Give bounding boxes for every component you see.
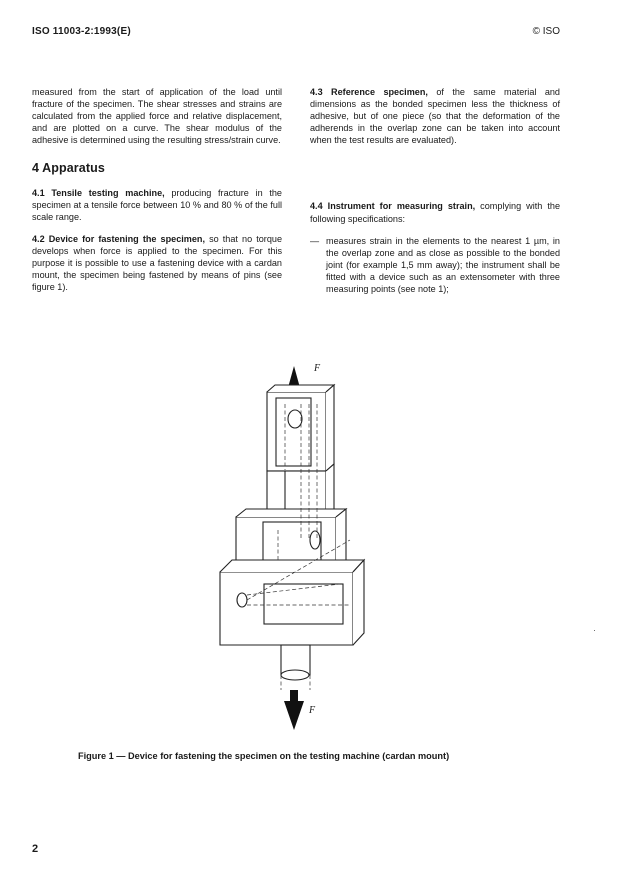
list-item-text: measures strain in the elements to the nearest 1 µm, in the overlap zone and as close as possible to the bonded joint (for example 1,5 mm away); the instrument shall be fitted with a device such as an extensometer with three measuring points (see note 1); xyxy=(326,235,560,295)
intro-paragraph: measured from the start of application of the load until fracture of the specimen. The shear stresses and strains are calculated from the applied force and relative displacement, and are plotted on a curve. The shear modulus of the adhesive is determined using the resulting stress/strain curve. xyxy=(32,87,282,146)
figure-caption: Figure 1 — Device for fastening the specimen on the testing machine (cardan mount) xyxy=(78,751,450,761)
left-column xyxy=(32,86,282,303)
clause-4-2-text: so that no torque develops when force is applied to the specimen. For this purpose it is possible to use a fastening device with a cardan mount, the specimen being fastened by means of pins (see figure 1). xyxy=(32,233,282,293)
cardan-mount-figure xyxy=(200,360,400,740)
arrow-shaft-bottom xyxy=(290,690,298,702)
cardan-frame-window xyxy=(264,584,343,624)
upper-pin xyxy=(288,410,302,428)
clause-4-1-title: 4.1 Tensile testing machine, xyxy=(32,187,165,198)
upper-grip-slot xyxy=(276,398,311,466)
clause-4-4-text: complying with the following specifications: xyxy=(310,201,560,224)
force-label-bottom: F xyxy=(309,705,316,716)
clause-4-1 xyxy=(32,187,282,223)
section-title-apparatus: 4 Apparatus xyxy=(32,161,105,176)
cross-pin xyxy=(237,593,247,607)
force-arrow-down-icon xyxy=(284,701,304,730)
right-column xyxy=(310,86,560,305)
scan-speck: · xyxy=(593,625,596,635)
clause-4-2-title: 4.2 Device for fastening the specimen, xyxy=(32,233,206,244)
clause-4-3-title: 4.3 Reference specimen, xyxy=(310,87,428,97)
clause-4-2 xyxy=(32,233,282,293)
clause-4-4-title: 4.4 Instrument for measuring strain, xyxy=(310,201,476,212)
document-id: ISO 11003-2:1993(E) xyxy=(32,26,131,37)
column-spacer xyxy=(310,156,560,200)
clause-4-4 xyxy=(310,200,560,224)
copyright-mark: © ISO xyxy=(532,26,560,37)
clause-4-1-text: producing fracture in the specimen at a tensile force between 10 % and 80 % of the full scale range. xyxy=(32,187,282,222)
page-number: 2 xyxy=(32,843,39,855)
clause-4-3 xyxy=(310,86,560,146)
lower-pin xyxy=(310,531,320,549)
list-item xyxy=(310,235,560,295)
clause-4-3-text: of the same material and dimensions as the bonded specimen less the thickness of adhesive, but of one piece (so that the deformation of the adherends in the overlap zone can be taken into account when the test results are evaluated). xyxy=(310,87,560,146)
list-dash: — xyxy=(310,235,320,246)
force-label-top: F xyxy=(314,363,321,374)
